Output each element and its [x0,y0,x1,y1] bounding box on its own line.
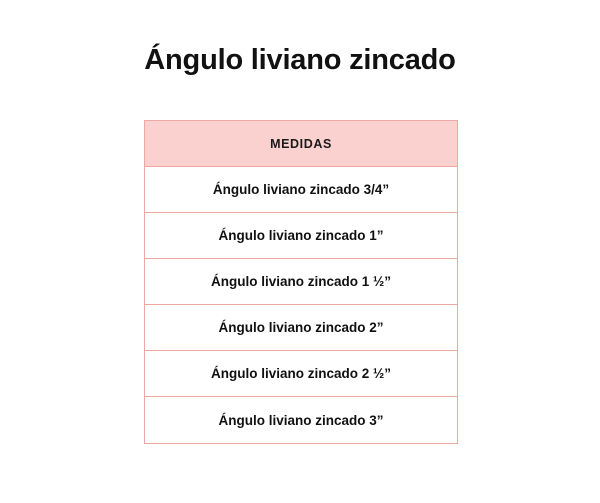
table-row [145,213,457,259]
table-cell-measure: Ángulo liviano zincado 3/4” [212,182,390,197]
table-row [145,167,457,213]
table-row [145,305,457,351]
table-row [145,351,457,397]
table-header-label-medidas: MEDIDAS [270,136,332,151]
table-cell-measure: Ángulo liviano zincado 1 ½” [210,274,392,289]
table-cell-measure: Ángulo liviano zincado 3” [218,412,384,428]
table-header-row [145,121,457,167]
table-cell-measure: Ángulo liviano zincado 2” [218,320,384,335]
table-row [145,259,457,305]
table-cell-measure: Ángulo liviano zincado 2 ½” [210,366,392,381]
table-cell-measure: Ángulo liviano zincado 1” [218,228,384,243]
page-title: Ángulo liviano zincado [144,44,456,76]
table-row [145,397,457,443]
measurements-table [144,120,458,444]
